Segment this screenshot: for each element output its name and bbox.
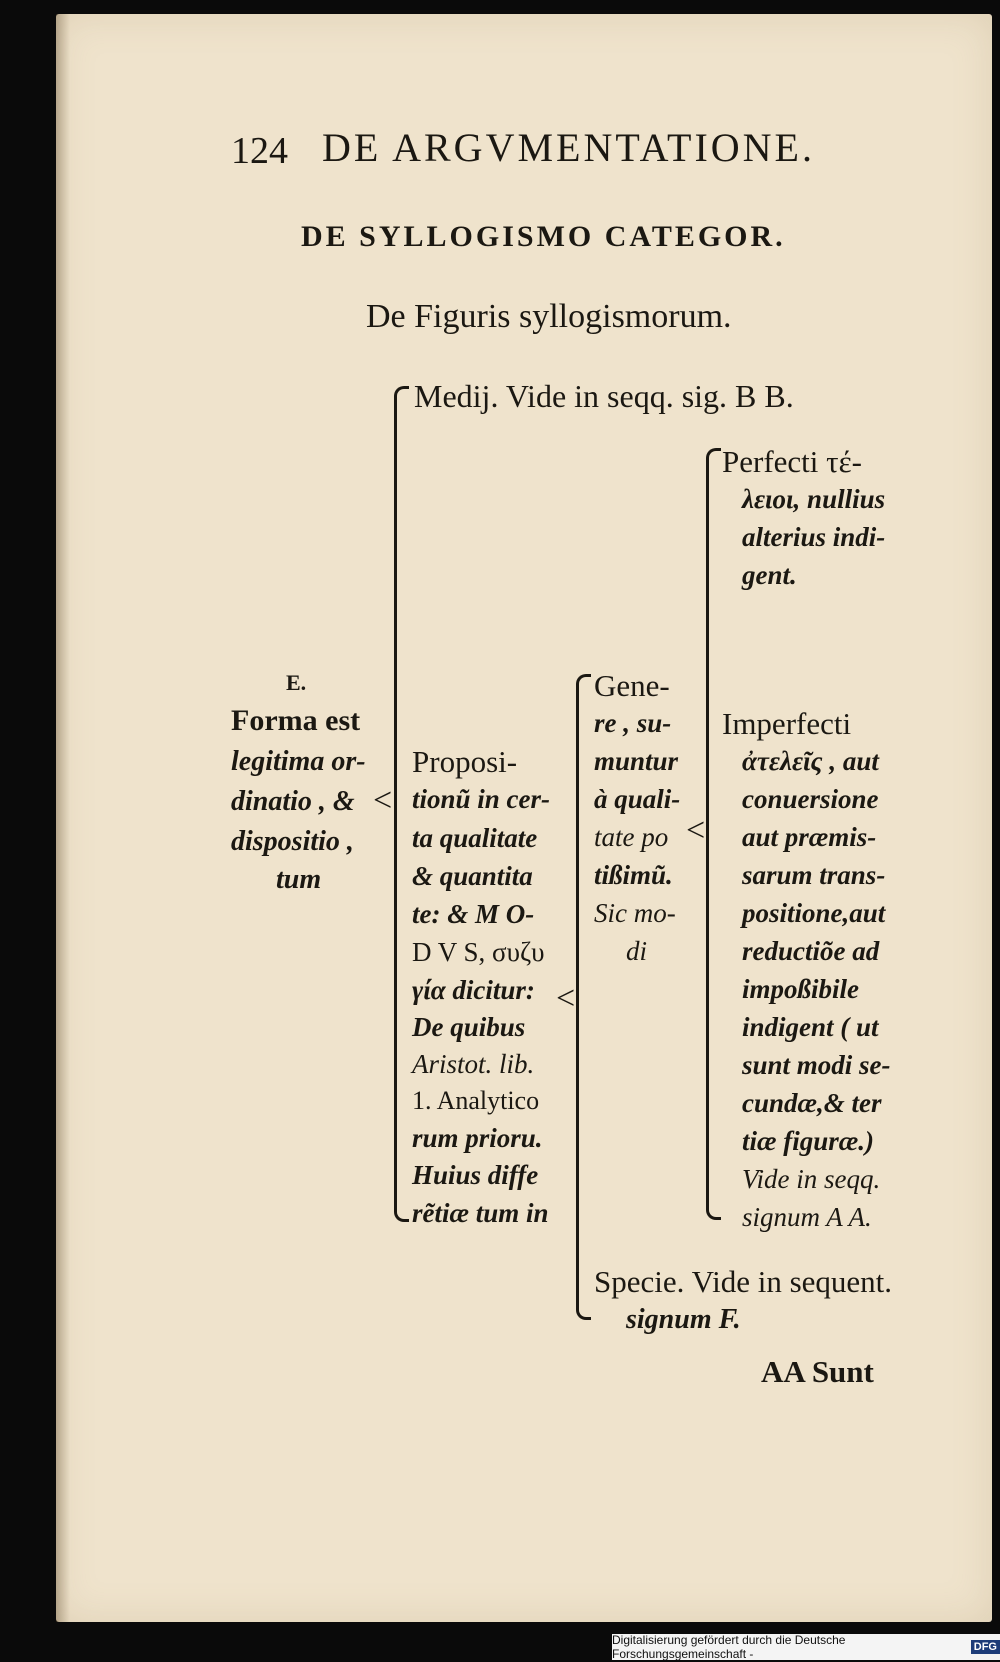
imperfecti-line-8: impoßibile bbox=[742, 974, 859, 1004]
left-line-1: Forma est bbox=[231, 704, 361, 737]
imperfecti-line-14: signum A A. bbox=[742, 1202, 872, 1232]
prop-line-10: 1. Analytico bbox=[412, 1086, 540, 1115]
specie-line-1: Specie. Vide in sequent. bbox=[594, 1264, 893, 1299]
perfecti-line-4: gent. bbox=[742, 560, 797, 590]
page-number: 124 bbox=[231, 130, 288, 172]
prop-line-7: γία dicitur: bbox=[412, 975, 535, 1005]
prop-line-3: ta qualitate bbox=[412, 823, 538, 853]
genere-brace bbox=[576, 674, 591, 1320]
prop-line-13: rẽtiæ tum in bbox=[412, 1198, 549, 1228]
perfecti-line-1: Perfecti τέ- bbox=[722, 444, 862, 479]
left-line-3: dinatio , & bbox=[231, 786, 355, 817]
left-line-2: legitima or- bbox=[231, 746, 366, 777]
imperfecti-line-1: Imperfecti bbox=[722, 706, 852, 741]
genere-line-1: Gene- bbox=[594, 668, 670, 703]
imperfecti-line-3: conuersione bbox=[742, 784, 879, 814]
prop-line-4: & quantita bbox=[412, 861, 533, 891]
prop-line-9: Aristot. lib. bbox=[412, 1049, 535, 1079]
genere-brace-point: < bbox=[556, 980, 576, 1017]
genere-line-5: tate po bbox=[594, 822, 669, 852]
prop-line-11: rum prioru. bbox=[412, 1123, 543, 1153]
prop-line-5: te: & M O- bbox=[412, 899, 535, 929]
digitization-footer bbox=[612, 1634, 1000, 1660]
prop-line-6: D V S, συζυ bbox=[412, 937, 545, 967]
genere-line-8: di bbox=[626, 936, 648, 966]
page-spine-shadow bbox=[56, 14, 70, 1622]
prop-line-8: De quibus bbox=[412, 1012, 526, 1042]
prop-line-2: tionũ in cer- bbox=[412, 784, 551, 814]
perfecti-line-2: λειοι, nullius bbox=[742, 484, 886, 514]
genere-line-7: Sic mo- bbox=[594, 898, 676, 928]
perfecti-brace bbox=[706, 448, 721, 1220]
medii-line: Medij. Vide in seqq. sig. B B. bbox=[414, 378, 794, 414]
perfecti-brace-point: < bbox=[686, 812, 706, 849]
imperfecti-line-9: indigent ( ut bbox=[742, 1012, 879, 1042]
running-title: DE ARGVMENTATIONE. bbox=[322, 125, 815, 170]
genere-line-3: muntur bbox=[594, 746, 679, 776]
specie-line-2: signum F. bbox=[626, 1304, 741, 1335]
imperfecti-line-7: reductiõe ad bbox=[742, 936, 880, 966]
left-line-5: tum bbox=[276, 864, 322, 895]
perfecti-line-3: alterius indi- bbox=[742, 522, 886, 552]
imperfecti-line-2: ἀτελεῖς , aut bbox=[742, 746, 879, 776]
genere-line-2: re , su- bbox=[594, 708, 672, 738]
prop-line-1: Proposi- bbox=[412, 744, 518, 779]
section-title: DE SYLLOGISMO CATEGOR. bbox=[301, 220, 786, 253]
section-marker: E. bbox=[286, 670, 307, 695]
main-brace bbox=[394, 386, 409, 1222]
imperfecti-line-12: tiæ figuræ.) bbox=[742, 1126, 875, 1156]
catchword: AA Sunt bbox=[761, 1354, 874, 1389]
imperfecti-line-6: positione,aut bbox=[742, 898, 886, 928]
imperfecti-line-13: Vide in seqq. bbox=[742, 1164, 881, 1194]
imperfecti-line-4: aut præmis- bbox=[742, 822, 877, 852]
imperfecti-line-10: sunt modi se- bbox=[742, 1050, 891, 1080]
genere-line-6: tißimũ. bbox=[594, 860, 673, 890]
imperfecti-line-5: sarum trans- bbox=[742, 860, 886, 890]
imperfecti-line-11: cundæ,& ter bbox=[742, 1088, 882, 1118]
subtitle: De Figuris syllogismorum. bbox=[366, 298, 732, 335]
left-line-4: dispositio , bbox=[231, 826, 354, 857]
footer-text: Digitalisierung gefördert durch die Deutsche Forschungsgemeinschaft - bbox=[612, 1633, 846, 1661]
genere-line-4: à quali- bbox=[594, 784, 681, 814]
book-page bbox=[56, 14, 992, 1622]
dfg-logo: DFG bbox=[971, 1640, 1000, 1654]
main-brace-point: < bbox=[373, 782, 393, 819]
prop-line-12: Huius diffe bbox=[412, 1160, 539, 1190]
